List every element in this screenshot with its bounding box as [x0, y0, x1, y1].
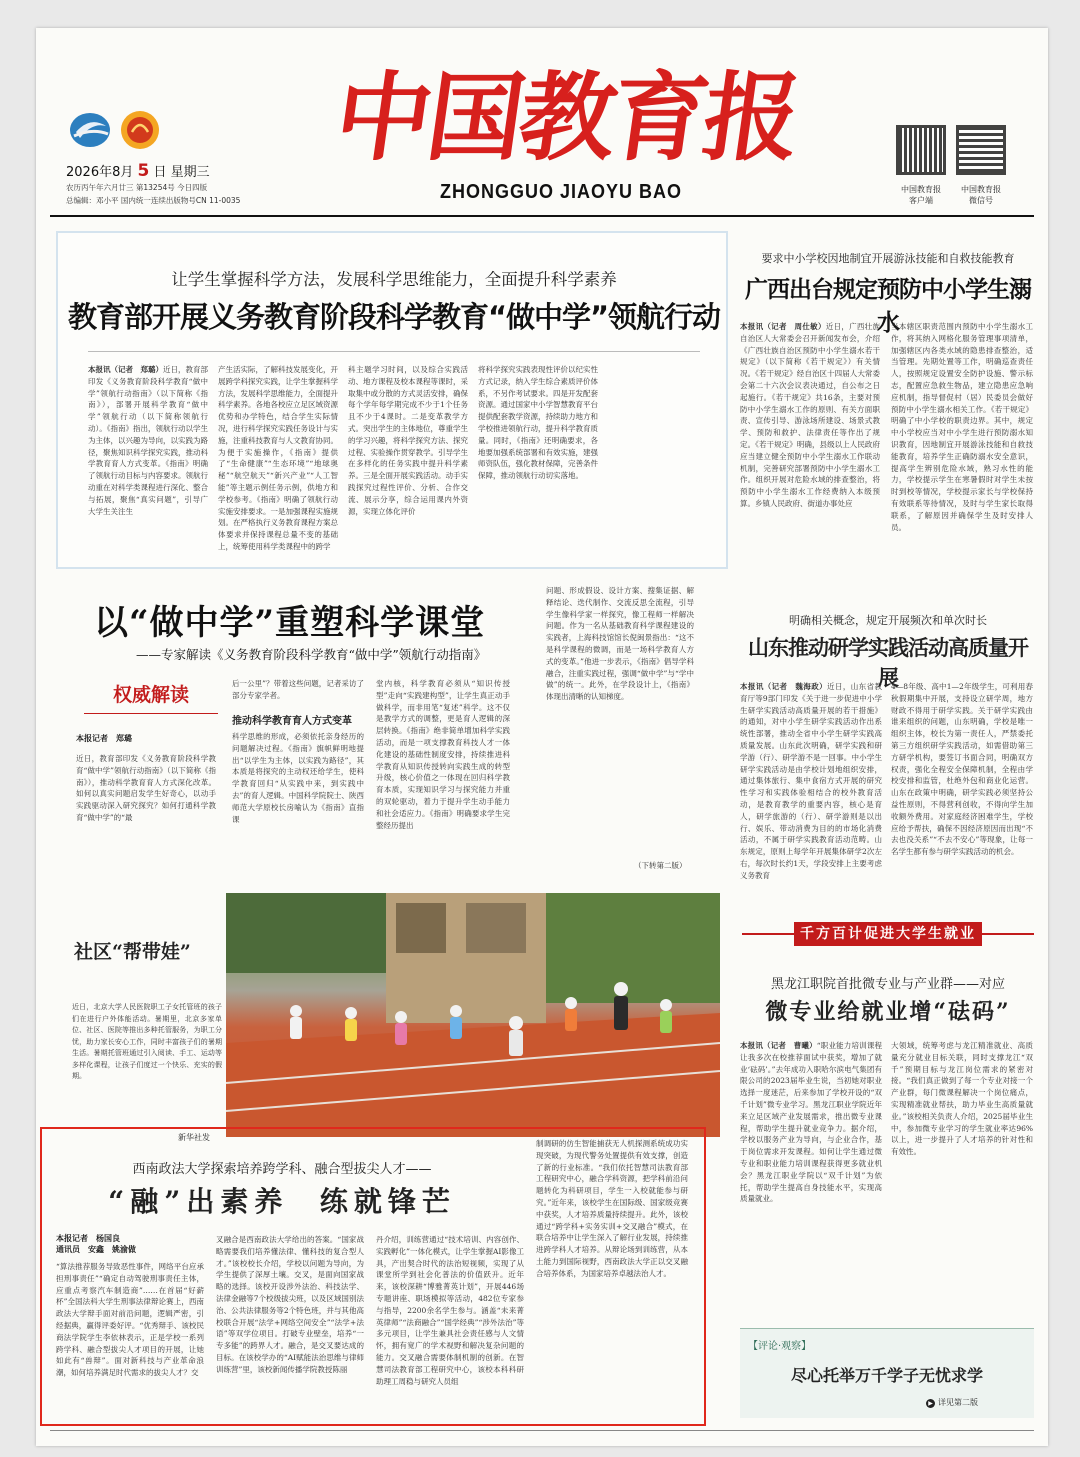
photo-caption: 近日，北京大学人民医院职工子女托管班的孩子们在进行户外体能活动。暑期里，北京多家单位、社区、医院等推出多种托管服务，为职工分忧，助力家长安心工作，同时丰富孩子们的暑期生活。暑期托管班通过引入阅读、手工、运动等多样化课程，让孩子们度过一个快乐、充实的假期。	[72, 1003, 222, 1080]
qr-caption-wechat: 中国教育报 微信号	[961, 185, 1001, 205]
qr-code-app	[896, 125, 946, 175]
employment-col-2: 大领域，统筹考虑与龙江精准就业、高质量充分就业目标关联，同时支撑龙江“双千”预期目标与龙江岗位需求的紧密对接。“我们真正做到了每一个专业对接一个产业群，每门微课程解决一个岗位痛点，实现精准就业帮扶，助力毕业生高质量就业。”该校相关负责人介绍，2025届毕业生中，参加微专业学习的学生就业率达96%以上，进一步提升了人才培养的针对性和有效性。	[891, 1041, 1033, 1157]
lead-byline: 本报讯（记者 郑璐）	[88, 365, 163, 374]
employment-kicker: 黑龙江职院首批微专业与产业群——对应	[770, 977, 1005, 992]
swupl-kicker: 西南政法大学探索培养跨学科、融合型拔尖人才——	[132, 1162, 432, 1177]
employment-banner	[742, 922, 1034, 946]
employment-banner-label: 千方百计促进大学生就业	[794, 922, 982, 946]
sci-col-2: 科学思维的形成，必须依托亲身经历的问题解决过程。《指南》旗帜鲜明地提出“以学生为主体，以实践为路径”，其本质是将探究的主动权还给学生，使科学教育回归“从实践中来，到实践中去”的育人逻辑。中国科学院院士、陕西师范大学原校长房喻认为《指南》直指课	[232, 732, 364, 824]
footer-rule	[50, 1430, 1034, 1431]
newspaper-page	[36, 28, 1048, 1446]
photo-credit: 新华社发	[178, 1133, 210, 1142]
sci-byline: 本报记者 郑璐	[76, 734, 132, 743]
issue-date: 2026年8月 5 日 星期三	[66, 161, 210, 181]
lead-col-3: 科主题学习时间，以及综合实践活动、地方课程及校本课程等课时，采取集中或分散的方式灵活安排，确保每个学年每学期完成不少于1个任务且不少于4课时。二是变革教学方式。突出学生的主体地位，尊重学生的学习兴趣，将科学探究方法、探究过程、实验操作贯穿教学。引导学生在多样化的任务实践中提升科学素养。三是全面开展实践活动。动手实践探究过程性评价、分析、合作交流、展示分享，综合运用课内外资源，实现立体化评价	[348, 365, 468, 516]
sci-col-1: 近日，教育部印发《义务教育阶段科学教育“做中学”领航行动指南》（以下简称《指南》），推动科学教育育人方式深化改革。如何以真实问题启发学生好奇心，以动手实践驱动深入研究探究？如何打通科学教育“做中学”的“最	[76, 754, 216, 822]
qr-code-wechat	[956, 125, 1006, 175]
swupl-col-1: “算法推荐服务导致恶性事件，网络平台应承担刑事责任”“确定自动驾驶刑事责任主体，应重点考察汽车制造商”……在首届“好薪杯”全国法科大学生刑事法律辩论赛上，西南政法大学辩手面对前沿问题，逻辑严密，引经据典，赢得评委好评。“优秀辩手、该校民商法学院学生李依林表示，正是学校一系列跨学科、融合型拔尖人才项目的开展，让她如此有“兽辩”。面对新科技与产业革命浪潮，如何培养满足时代需求的拔尖人才？交	[56, 1262, 204, 1378]
sci-headline: 以“做中学”重塑科学课堂	[94, 603, 486, 643]
masthead-rule	[50, 215, 1034, 217]
guangxi-text-1: 近日，广西壮族自治区人大常委会召开新闻发布会，介绍《广西壮族自治区预防中小学生溺水若干规定》（以下简称《若干规定》）有关情况。《若干规定》经自治区十四届人大常委会第二十六次会议表决通过，自公布之日起施行。《若干规定》共16条，主要对预防中小学生溺水工作的原则、有关方面职责、宣传引导、游泳场所建设、场景式教学、预防和救护、法律责任等作出了规定。《若干规定》明确，县级以上人民政府应当建立健全预防中小学生溺水工作联动机制，完善研究部署预防中小学生溺水工作。组织开展对危险水域的排查整治，将预防中小学生溺水工作经费纳入本级预算。乡镇人民政府、街道办事处应	[740, 322, 880, 508]
sci-col-2-top: 后一公里”？带着这些问题，记者采访了部分专家学者。	[232, 679, 364, 700]
shandong-byline: 本报讯（记者 魏海政）	[740, 682, 828, 691]
employment-text-1: “职业能力培训课程让我多次在校推荐面试中获奖，增加了就业‘砝码’。”去年成功入职哈尔滨电气集团有限公司的2023届毕业生说，当初她对职业选择一度迷茫，后来参加了学校开设的“双千计划”微专业学习。黑龙江职业学院近年来立足区域产业发展需求，推出微专业课程，帮助学生提升就业竞争力。据介绍，学校以服务产业为导向，与企业合作，基于岗位需求开发课程。如何让学生通过微专业和职业能力培训课程获得更多就业机会？黑龙江职业学院以“双千计划”为依托，帮助学生提高自身技能水平，实现高质量就业。	[740, 1041, 882, 1204]
swupl-byline-2: 通讯员 安鑫 姚渝做	[56, 1245, 136, 1254]
lead-headline: 教育部开展义务教育阶段科学教育“做中学”领航行动	[67, 300, 721, 334]
lead-col-4: 将科学探究实践表现性评价以纪实性方式记录，纳入学生综合素质评价体系，不另作考试要求。四是开发配套资源。通过国家中小学智慧教育平台提供配套教学资源，持续助力地方和学校推进领航行动，提升科学教育质量。同时，《指南》还明确要求，各地要加强系统部署和有效实施，建强师资队伍，强化教材保障，完善条件保障，推动领航行动切实落地。	[478, 365, 598, 481]
guangxi-byline: 本报讯（记者 周仕敏）	[740, 322, 826, 331]
shandong-col-2: 4—8年级、高中1—2年级学生，可利用春秋假期集中开展，支持设立研学周，地方财政不得用于研学实践。关于研学实践由谁来组织的问题，山东明确，学校是唯一组织主体，校长为第一责任人，严禁委托第三方组织研学实践活动，如需借助第三方研学机构，要签订书面合同，明确双方权责，强化全程安全保障机制，全程由学校安排和监管，杜绝外包和商业化运营。山东在政策中明确，研学实践必须坚持公益性原则，不得营利创收，不得向学生加收额外费用。对家庭经济困难学生，学校应给予帮扶，确保不因经济原因而出现“不去也没关系”“不去不安心”等现象，让每一名学生都有参与研学实践活动的机会。	[891, 682, 1033, 857]
sci-badge	[84, 676, 218, 714]
employment-col-1	[740, 1040, 882, 1316]
lead-col-1	[88, 364, 208, 564]
masthead-pinyin: ZHONGGUO JIAOYU BAO	[440, 179, 683, 203]
sci-col-4: 问题、形成假设、设计方案、搜集证据、解释结论、迭代制作、交流反思全流程，引导学生像科学家一样探究，像工程师一样解决问题。作为一名从基础教育科学课程建设的实践者，上海科技馆馆长倪闽景指出：“这不是科学课程的微调，而是一场科学教育人方式的变革。”他进一步表示，《指南》倡导学科融合，注重实践过程，强调“做中学”与“学中做”的统一。此外，在学段设计上，《指南》体现出清晰的认知梯度。	[546, 586, 694, 702]
sci-subheadline: ——专家解读《义务教育阶段科学教育“做中学”领航行动指南》	[136, 647, 487, 662]
shandong-text-1: 近日，山东省教育厅等9部门印发《关于进一步促进中小学生研学实践活动高质量开展的若干措施》的通知，对中小学生研学实践活动作出系统性部署，推动全省中小学生研学实践高质量发展。山东此次明确，研学实践和研学游（行）、研学游不是一回事。中小学生研学实践活动是由学校计划地组织安排，通过集体旅行、集中食宿方式开展的研究性学习和实践体验相结合的校外教育活动，是教育教学的重要内容，核心是育人，研学旅游的（行）、研学游则是以出行、娱乐、带动消费为目的的市场化消费活动，不属于研学实践教育活动范畴。山东规定，原则上每学年开展集体研学2次左右，每次时长约1天，学段安排上主要考虑义务教育	[740, 682, 882, 880]
news-photo	[226, 893, 720, 1137]
lead-story	[56, 231, 728, 569]
qr-caption-app: 中国教育报 客户端	[901, 185, 941, 205]
guangxi-col-1	[740, 321, 880, 579]
sci-badge-label: 权威解读	[112, 684, 189, 706]
swupl-col-2: 叉融合是西南政法大学给出的答案。“国家战略需要我们培养懂法律、懂科技的复合型人才。”该校校长介绍，学校以问题为导向，为学生提供了深厚土壤。交叉，是面向国家战略的选择。该校开设涉外法治、科技法学、法律金融等7个校级拔尖班，以及区域国别法治、公共法律服务等2个特色班，并与其他高校联合开展“法学+网络空间安全”“法学+法语”等双学位项目。打破专业壁垒，培养“一专多能”的跨界人才。融合，是交叉要达成的目标。在该校学办的“AI赋能法治思维与律师训练营”里，该校新闻传播学院教授陈丽	[216, 1235, 364, 1374]
shandong-headline: 山东推动研学实践活动高质量开展	[748, 636, 1028, 690]
lead-col-2: 产生活实际，了解科技发展变化，开展跨学科探究实践，让学生掌握科学方法，发展科学思维能力，全面提升科学素养。各地各校应立足区域资源优势和办学特色，结合学生实际情况，进行科学探究实践任务设计与实施，注重科技教育与人文教育协同。为便于实施操作，《指南》提供了“生命健康”“生态环境”“地球奥秘”“航空航天”“新兴产业”“人工智能”等主题示例任务示例，供地方和学校参考。《指南》明确了领航行动实施安排要求。一是加强课程实施规划。在严格执行义务教育课程方案总体要求并保持课程总量不变的基础上，统筹使用科学类课程中的跨学	[218, 365, 338, 551]
arrow-icon: ▶	[926, 1399, 935, 1408]
newspaper-logo	[66, 108, 166, 152]
guangxi-headline: 广西出台规定预防中小学生溺水	[745, 277, 1031, 336]
lead-rule	[88, 351, 700, 352]
commentary-box	[740, 1328, 1034, 1418]
lead-kicker: 让学生掌握科学方法，发展科学思维能力，全面提升科学素养	[171, 270, 617, 289]
commentary-link-label: 详见第二版	[938, 1398, 978, 1407]
masthead-title: 中国教育报	[328, 61, 805, 174]
sci-continued: （下转第二版）	[634, 861, 687, 870]
employment-headline: 微专业给就业增“砝码”	[765, 999, 1011, 1025]
photo-title: 社区“帮带娃”	[74, 941, 191, 963]
guangxi-kicker: 要求中小学校因地制宜开展游泳技能和自救技能教育	[761, 252, 1015, 265]
swupl-headline: “融”出素养 练就锋芒	[108, 1185, 456, 1218]
employment-byline: 本报讯（记者 曹曦）	[740, 1041, 817, 1050]
shandong-col-1	[740, 681, 882, 933]
commentary-label: 【评论·观察】	[748, 1341, 812, 1352]
lunar-line: 农历丙午年六月廿三 第13254号 今日四版	[66, 183, 208, 192]
sci-col-2-subhead: 推动科学教育育人方式变革	[232, 716, 352, 727]
editor-line: 总编辑：邓小平 国内统一连续出版物号CN 11-0035	[66, 196, 241, 205]
commentary-headline: 尽心托举万千学子无忧求学	[790, 1366, 983, 1385]
swupl-byline-1: 本报记者 杨国良	[56, 1234, 120, 1243]
sci-col-3: 堂内核，科学教育必须从“知识传授型”走向“实践建构型”，让学生真正动手做科学，而非用笔“复述”科学。这不仅是教学方式的调整，更是育人逻辑的深层转换。《指南》绝非简单增加科学实践活动，而是一项支撑教育科技人才一体化建设的基础性制度安排，持续推进科学教育从知识传授转向实践生成的转型升级，核心价值之一体现在回归科学教育本质，实现知识学习与探究能力并重的双轮驱动，着力于提升学生动手能力和社会适应力。《指南》明确要求学生完整经历提出	[376, 679, 510, 830]
swupl-col-4: 制调研的仿生智能捕获无人机探测系统成功实现突破，为现代警务处置提供有效支撑，创造了新的行业标准。“我们依托智慧司法教育部工程研究中心，融合学科资源，把学科前沿问题转化为科研项目，学生一入校就能参与研究。”近年来，该校学生在国际级、国家级竞赛中获奖，人才培养质量持续提升。此外，该校通过“跨学科+实务实训+交叉融合”模式，在联合培养中让学生深入了解行业发展，持续推进跨学科人才培养。从辩论场到训练营，从本土能力到国际视野，西南政法大学正以交叉融合培养体系，为国家培养卓越法治人才。	[536, 1139, 688, 1278]
lead-text-1: 近日，教育部印发《义务教育阶段科学教育“做中学”领航行动指南》（以下简称《指南》），部署开展科学教育“做中学”领航行动（以下简称领航行动）。《指南》指出，领航行动以学生为主体，以兴趣为导向，以实践为路径，聚焦知识科学探究实践，推动科学教育育人方式变革。《指南》明确了领航行动目标与内容要求。领航行动重在对科学类课程进行深化、整合与拓展，聚焦“真实问题”，引导广大学生关注生	[88, 365, 208, 516]
guangxi-col-2: 当本辖区职责范围内预防中小学生溺水工作，将其纳入网格化服务管理事项清单，加强辖区内各类水域的隐患排查整治，适当管理。先期处置等工作，明确巡查责任人，按照规定设置安全防护设施、警示标志，配置应急救生物品，建立隐患应急响应机制，指导督促村（居）民委员会做好预防中小学生溺水相关工作。《若干规定》明确了中小学校的职责边界。其中，规定中小学校应当对中小学生进行预防溺水知识教育，因地制宜开展游泳技能和自救技能教育，培养学生正确防溺水安全意识，提高学生辨别危险水域，熟习水性的能力，学校提示学生在寒暑假时对学生未按时到校等情况，学校提示家长与学校保持有效联系等待情况，及时与学生家长取得联系，了解原因并确保学生及时安排人员。	[891, 322, 1033, 532]
shandong-kicker: 明确相关概念，规定开展频次和单次时长	[789, 614, 987, 627]
commentary-link[interactable]	[926, 1397, 978, 1408]
swupl-col-3: 丹介绍，训练营通过“技术培训、内容创作、实践孵化”一体化模式，让学生掌握AI影像工具，产出契合时代的法治短视频，实现了从课堂所学到社会化普法的价值跃升。近年来，该校深耕“博雅菁英计划”，开展446场专题讲座、职场模拟等活动，482位专家参与指导，2200余名学生参与。涵盖“未来菁英律师”“法商融合”“国学经典”“涉外法治”等多元项目，让学生兼具社会责任感与人文情怀，拥有宽广的学术视野和解决复杂问题的能力。交叉融合需要体制机制的创新。在智慧司法教育部工程研究中心，该校本科科研助理工周稳与研究人员组	[376, 1235, 524, 1386]
date-day: 5	[137, 161, 150, 181]
